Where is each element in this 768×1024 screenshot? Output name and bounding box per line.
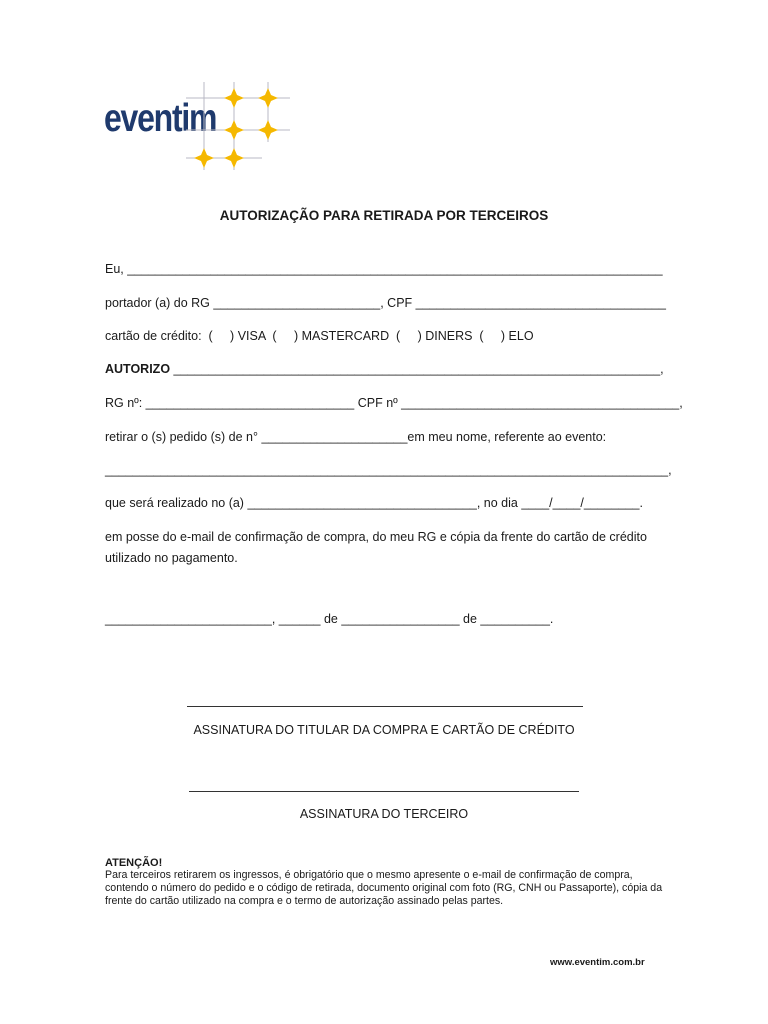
star-icon (224, 120, 244, 140)
star-icon (258, 88, 278, 108)
attention-title: ATENÇÃO! (105, 857, 163, 869)
document-title: AUTORIZAÇÃO PARA RETIRADA POR TERCEIROS (219, 208, 549, 223)
eventim-logo-text: eventim (104, 97, 217, 140)
credit-card-options-line: cartão de crédito: ( ) VISA ( ) MASTERCARD ( ) DINERS ( ) ELO (105, 329, 534, 343)
star-icon (258, 120, 278, 140)
event-venue-date-line: que será realizado no (a) _________________________________, no dia ____/____/________. (105, 496, 643, 510)
possession-statement-2: utilizado no pagamento. (105, 551, 238, 565)
holder-signature-label: ASSINATURA DO TITULAR DA COMPRA E CARTÃO DE CRÉDITO (193, 723, 575, 737)
authorize-line (105, 362, 664, 376)
star-icon (224, 148, 244, 168)
authorized-name-field: ______________________________________________________________________, (170, 362, 664, 376)
event-name-line: _________________________________________________________________________________, (105, 463, 672, 477)
star-icon (194, 148, 214, 168)
authorize-label: AUTORIZO (105, 362, 171, 376)
order-number-line: retirar o (s) pedido (s) de n° _____________________em meu nome, referente ao evento: (105, 430, 607, 444)
authorized-rg-cpf-line: RG nº: ______________________________ CPF nº ________________________________________, (105, 396, 683, 410)
website-url: www.eventim.com.br (550, 957, 645, 968)
place-date-line: ________________________, ______ de _________________ de __________. (105, 612, 554, 626)
third-party-signature-line (189, 791, 579, 792)
possession-statement-1: em posse do e-mail de confirmação de compra, do meu RG e cópia da frente do cartão de crédito (105, 530, 647, 544)
holder-signature-line (187, 706, 583, 707)
star-icon (224, 88, 244, 108)
eventim-logo-stars (182, 80, 294, 172)
rg-cpf-field-line: portador (a) do RG ________________________, CPF ____________________________________ (105, 296, 666, 310)
name-field-line: Eu, _____________________________________________________________________________ (105, 262, 663, 276)
third-party-signature-label: ASSINATURA DO TERCEIRO (299, 807, 469, 821)
attention-body: Para terceiros retirarem os ingressos, é obrigatório que o mesmo apresente o e-mail de confirmação de compra, contendo o número do pedido e o código de retirada, documento original com foto (RG, CNH ou Passaporte), cópia da frente do cartão utilizado na compra e o termo de autorização assinado pelas partes. (105, 869, 663, 907)
